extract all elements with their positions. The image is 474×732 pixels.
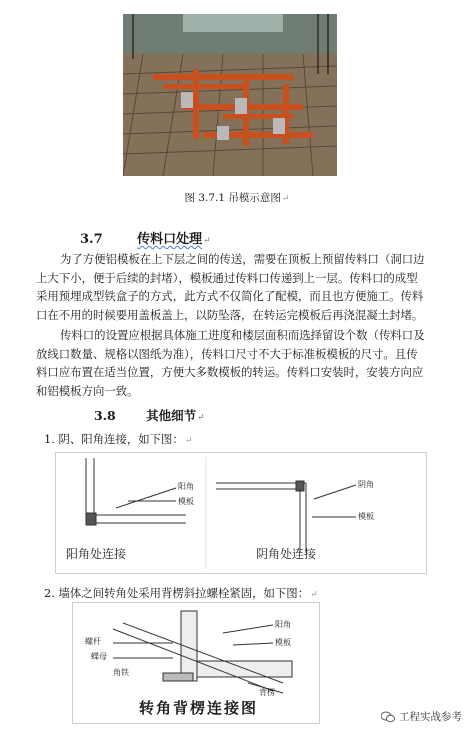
corner-connection-figure: [55, 452, 427, 574]
inner-formwork-tag: 模板: [358, 512, 374, 521]
paragraph-line: 传料口的设置应根据具体施工进度和楼层面积而选择留设个数（传料口及: [60, 328, 425, 342]
figure-title: 转角背楞连接图: [139, 699, 259, 717]
formwork-tag: 模板: [275, 638, 291, 647]
formwork-photo: [123, 14, 337, 176]
watermark-text: 工程实战参考: [399, 711, 462, 723]
paragraph-1: [36, 250, 456, 324]
wechat-icon: [381, 711, 395, 723]
watermark: [381, 709, 462, 724]
list-item-2: 2. 墙体之间转角处采用背楞斜拉螺栓紧固，如下图：↵: [44, 586, 318, 600]
angle-iron-tag: 角铁: [113, 668, 129, 677]
paragraph-line: 上大下小，便于后续的封堵），模板通过传料口传递到上一层。传料口的成型: [36, 270, 418, 285]
list-item-1: 1. 阴、阳角连接，如下图：↵: [44, 432, 193, 446]
paragraph-line: 和铝模板方向一致。: [36, 383, 139, 398]
section-title: 传料口处理: [137, 232, 203, 247]
section-number: 3.7: [80, 232, 103, 247]
paragraph-2: [36, 326, 456, 400]
inner-corner-tag: 阴角: [358, 480, 374, 489]
figure-caption: 图 3.7.1 吊模示意图↵: [184, 192, 290, 204]
paragraph-line: 放线口数量、规格以图纸为准），传料口尺寸不大于标准板模板的尺寸。且传: [36, 346, 418, 361]
section-title: 其他细节: [146, 408, 197, 423]
inner-corner-label: 阴角处连接: [256, 547, 317, 561]
bolt-tag: 螺杆: [85, 637, 101, 646]
section-heading-3-7: 3.7 传料口处理↵: [80, 232, 211, 247]
paragraph-line: 料口应布置在适当位置，方便大多数模板的转运。传料口安装时，安装方向应: [36, 365, 424, 380]
paragraph-line: 为了方便铝模板在上下层之间的传送，需要在顶板上预留传料口（洞口边: [60, 252, 425, 266]
paragraph-line: 口在不用的时候要用盖板盖上，以防坠落，在转运完模板后再浇混凝土封堵。: [36, 307, 424, 322]
backing-tag: 背楞: [259, 688, 275, 697]
nut-tag: 蝶母: [91, 652, 107, 661]
formwork-photo-illustration: [123, 14, 337, 176]
section-number: 3.8: [94, 408, 116, 423]
outer-corner-tag: 阳角: [275, 620, 291, 629]
outer-corner-label: 阳角处连接: [66, 547, 127, 561]
outer-formwork-tag: 模板: [178, 497, 194, 506]
paragraph-line: 采用预埋成型铁盒子的方式，此方式不仅简化了配模，而且也方便施工。传料: [36, 289, 424, 304]
section-heading-3-8: 3.8 其他细节↵: [94, 408, 205, 423]
backing-connection-figure: [72, 602, 320, 724]
outer-corner-tag: 阳角: [178, 482, 194, 491]
